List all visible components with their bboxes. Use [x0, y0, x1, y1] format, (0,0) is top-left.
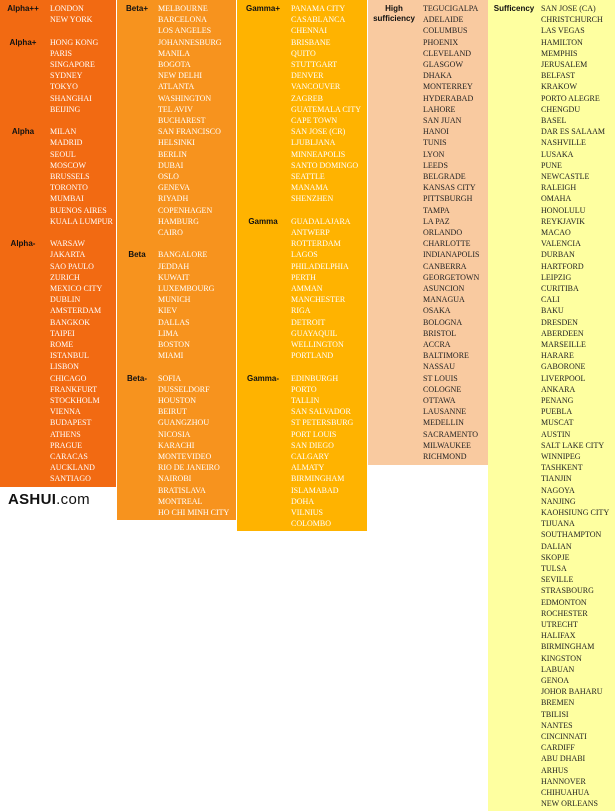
city-name: CHICAGO [50, 373, 87, 383]
city-name: HO CHI MINH CITY [158, 508, 230, 517]
city-name: MUMBAI [50, 194, 84, 204]
city-name: NANTES [541, 720, 573, 730]
city-name: MANILA [158, 48, 190, 58]
city-name: AMSTERDAM [50, 306, 102, 316]
city-name: HELSINKI [158, 138, 195, 148]
city-name: RIO DE JANEIRO [158, 463, 220, 473]
city-name: HALIFAX [541, 631, 576, 641]
city-name: LABUAN [541, 664, 575, 674]
city-name: TULSA [541, 564, 567, 573]
city-name: BEIRUT [158, 407, 187, 417]
city-name: ROME [50, 340, 74, 349]
city-name: COLOGNE [423, 384, 462, 394]
city-name: CLEVELAND [423, 48, 471, 58]
city-name: COPENHAGEN [158, 205, 213, 215]
tier-label: Gamma- [246, 373, 279, 383]
city-name: RIGA [291, 306, 311, 316]
city-name: RALEIGH [541, 183, 577, 193]
city-name: LAUSANNE [423, 407, 467, 417]
city-name: NEW YORK [50, 15, 93, 25]
city-name: NANJING [541, 496, 576, 506]
city-name: KUWAIT [158, 272, 190, 282]
city-name: RICHMOND [423, 452, 467, 461]
city-name: ABERDEEN [541, 328, 584, 338]
column-suff [488, 0, 615, 811]
city-name: CARDIFF [541, 743, 575, 753]
city-name: KARACHI [158, 440, 195, 450]
city-name: ST PETERSBURG [291, 418, 354, 428]
city-name: VALENCIA [541, 239, 581, 249]
city-name: ABU DHABI [541, 754, 586, 764]
city-name: MEDELLIN [423, 418, 464, 428]
city-name: DAR ES SALAAM [541, 127, 606, 137]
column-beta [117, 0, 236, 520]
city-name: BUCHAREST [158, 116, 206, 125]
city-name: TEGUCIGALPA [423, 4, 479, 13]
city-name: JOHANNESBURG [158, 37, 222, 47]
city-name: RIYADH [158, 194, 189, 204]
city-name: LEEDS [423, 160, 448, 170]
city-name: REYKJAVIK [541, 216, 585, 226]
city-name: BRISBANE [291, 37, 331, 47]
city-name: MANAGUA [423, 295, 465, 305]
city-name: BARCELONA [158, 15, 207, 25]
city-name: BIRMINGHAM [291, 474, 345, 484]
city-name: KANSAS CITY [423, 183, 476, 193]
city-name: AUCKLAND [50, 463, 95, 473]
city-name: SACRAMENTO [423, 429, 478, 439]
tier-label: High sufficiency [373, 4, 415, 23]
city-name: HARARE [541, 351, 574, 361]
city-name: MARSEILLE [541, 340, 586, 349]
city-name: DUBAI [158, 160, 184, 170]
city-name: OSLO [158, 172, 179, 181]
city-name: GLASGOW [423, 60, 463, 69]
city-name: BANGKOK [50, 317, 90, 327]
city-name: SAO PAULO [50, 261, 94, 271]
city-name: JEDDAH [158, 261, 190, 271]
city-name: STRASBOURG [541, 586, 594, 596]
city-name: CHENGDU [541, 104, 581, 114]
city-name: SAN FRANCISCO [158, 127, 221, 137]
city-name: MEXICO CITY [50, 284, 103, 293]
city-name: AUSTIN [541, 429, 571, 439]
city-name: STUTTGART [291, 60, 338, 69]
city-name: ANTWERP [291, 228, 330, 237]
city-name: PARIS [50, 48, 72, 58]
city-name: MINNEAPOLIS [291, 149, 346, 159]
city-name: CALI [541, 295, 560, 305]
city-name: BANGALORE [158, 250, 208, 260]
city-name: PENANG [541, 396, 574, 405]
city-name: MADRID [50, 138, 83, 148]
city-name: DUBLIN [50, 295, 81, 305]
city-name: DUSSELDORF [158, 384, 210, 394]
city-name: CHARLOTTE [423, 239, 471, 249]
column-gamma [237, 0, 367, 531]
city-name: CHENNAI [291, 26, 327, 36]
city-name: COLOMBO [291, 519, 332, 529]
city-name: KAOHSIUNG CITY [541, 508, 610, 517]
city-name: PUEBLA [541, 407, 573, 417]
city-name: SAN DIEGO [291, 440, 334, 450]
city-name: BASEL [541, 116, 567, 125]
city-name: VANCOUVER [291, 82, 341, 92]
city-name: BOLOGNA [423, 317, 463, 327]
city-name: LAS VEGAS [541, 26, 585, 36]
city-name: GENEVA [158, 183, 190, 193]
city-name: WASHINGTON [158, 93, 212, 103]
city-name: NICOSIA [158, 429, 191, 439]
city-name: SKOPJE [541, 552, 570, 562]
city-name: BELFAST [541, 71, 576, 81]
city-name: HAMILTON [541, 37, 583, 47]
tier-label: Sufficency [493, 4, 535, 13]
city-name: PORTO [291, 384, 317, 394]
city-name: GUATEMALA CITY [291, 104, 361, 114]
city-name: BIRMINGHAM [541, 642, 595, 652]
city-name: MEMPHIS [541, 48, 578, 58]
city-name: NAGOYA [541, 485, 575, 495]
city-name: EDINBURGH [291, 373, 339, 383]
city-name: GENOA [541, 676, 569, 685]
city-name: BRUSSELS [50, 172, 90, 181]
city-name: VILNIUS [291, 508, 323, 517]
city-name: HYDERABAD [423, 93, 474, 103]
city-name: ASUNCION [423, 284, 465, 293]
ashui-logo: ASHUI.com [8, 491, 90, 508]
city-name: MILAN [50, 127, 77, 137]
city-name: DETROIT [291, 317, 326, 327]
tier-label: Alpha+ [9, 37, 37, 47]
city-name: MONTERREY [423, 82, 473, 92]
city-name: CAPE TOWN [291, 116, 338, 125]
city-name: KINGSTON [541, 653, 582, 663]
city-name: TOKYO [50, 82, 78, 92]
city-name: ADELAIDE [423, 15, 464, 25]
city-name: MUSCAT [541, 418, 574, 428]
city-name: MILWAUKEE [423, 440, 471, 450]
city-name: HONOLULU [541, 205, 586, 215]
city-name: SAN JOSE (CR) [291, 127, 346, 137]
city-name: LJUBLJANA [291, 138, 336, 148]
city-name: MUNICH [158, 295, 191, 305]
city-name: COLUMBUS [423, 26, 468, 36]
city-name: ORLANDO [423, 228, 463, 237]
city-name: LA PAZ [423, 216, 450, 226]
tier-label: Gamma+ [245, 4, 281, 13]
city-name: ARHUS [541, 765, 569, 775]
city-name: LOS ANGELES [158, 26, 212, 36]
city-name: DOHA [291, 496, 315, 506]
city-name: TAMPA [423, 205, 450, 215]
city-name: GUANGZHOU [158, 418, 210, 428]
city-name: BEIJING [50, 104, 81, 114]
city-name: MOSCOW [50, 160, 87, 170]
city-name: SALT LAKE CITY [541, 440, 605, 450]
city-name: GEORGETOWN [423, 272, 480, 282]
city-name: WARSAW [50, 239, 85, 249]
city-name: GUAYAQUIL [291, 328, 338, 338]
city-name: MIAMI [158, 351, 184, 361]
city-name: UTRECHT [541, 620, 578, 629]
city-name: PHILADELPHIA [291, 261, 349, 271]
city-name: HARTFORD [541, 261, 584, 271]
city-name: ROCHESTER [541, 608, 588, 618]
city-name: SAN JUAN [423, 116, 462, 125]
city-name: OSAKA [423, 306, 451, 316]
city-name: TIJUANA [541, 519, 575, 529]
city-name: LIVERPOOL [541, 373, 586, 383]
city-name: DHAKA [423, 71, 452, 81]
city-name: PRAGUE [50, 440, 83, 450]
city-name: NEWCASTLE [541, 172, 590, 181]
city-name: PANAMA CITY [291, 4, 346, 13]
city-name: PERTH [291, 272, 316, 282]
city-name: HAMBURG [158, 216, 199, 226]
city-name: LONDON [50, 4, 84, 13]
column-high [368, 0, 488, 465]
tier-label: Beta- [126, 373, 147, 383]
city-name: DALLAS [158, 317, 190, 327]
city-name: GABORONE [541, 362, 586, 372]
tier-label: Gamma [248, 216, 278, 226]
city-name: LIMA [158, 328, 179, 338]
city-name: GUADALAJARA [291, 216, 351, 226]
city-name: QUITO [291, 48, 316, 58]
city-name: KIEV [158, 306, 178, 316]
city-name: HANNOVER [541, 776, 586, 786]
city-name: EDMONTON [541, 597, 587, 607]
city-name: TALLIN [291, 396, 320, 405]
city-name: BRATISLAVA [158, 485, 206, 495]
city-name: BELGRADE [423, 172, 466, 181]
city-name: BUENOS AIRES [50, 205, 107, 215]
city-name: NEW ORLEANS [541, 799, 598, 809]
city-name: ALMATY [291, 463, 325, 473]
city-name: TIANJIN [541, 474, 572, 484]
city-name: ISTANBUL [50, 351, 89, 361]
city-name: LAGOS [291, 250, 318, 260]
city-name: DURBAN [541, 250, 575, 260]
city-name: CHRISTCHURCH [541, 15, 603, 25]
city-name: TAIPEI [50, 328, 75, 338]
city-name: LYON [423, 149, 445, 159]
city-name: MONTREAL [158, 496, 203, 506]
city-name: MANAMA [291, 183, 329, 193]
city-name: BOSTON [158, 340, 190, 349]
city-name: BREMEN [541, 698, 575, 708]
city-name: LUSAKA [541, 149, 574, 159]
city-name: BAKU [541, 306, 564, 316]
city-name: STOCKHOLM [50, 396, 100, 405]
city-name: MONTEVIDEO [158, 452, 212, 461]
city-name: NEW DELHI [158, 71, 203, 81]
city-name: ZAGREB [291, 93, 323, 103]
tier-label: Beta [128, 250, 146, 260]
tier-label: Beta+ [125, 4, 148, 13]
city-name: MANCHESTER [291, 295, 346, 305]
tier-label: Alpha++ [7, 4, 39, 13]
city-name: BALTIMORE [423, 351, 469, 361]
city-name: SEVILLE [541, 575, 574, 585]
city-name: ATLANTA [158, 82, 195, 92]
city-name: SEOUL [50, 149, 76, 159]
city-name: BERLIN [158, 149, 187, 159]
city-name: WELLINGTON [291, 340, 344, 349]
city-name: MELBOURNE [158, 4, 208, 13]
city-name: NASSAU [423, 362, 456, 372]
city-name: ST LOUIS [423, 373, 458, 383]
city-name: SOFIA [158, 373, 182, 383]
tier-label: Alpha- [10, 239, 36, 249]
city-name: FRANKFURT [50, 384, 98, 394]
city-name: ROTTERDAM [291, 239, 341, 249]
city-name: NASHVILLE [541, 138, 586, 148]
city-name: OTTAWA [423, 396, 456, 405]
city-name: CALGARY [291, 452, 330, 461]
city-name: CARACAS [50, 452, 88, 461]
city-name: DALIAN [541, 541, 572, 551]
city-name: MACAO [541, 228, 571, 237]
city-name: CANBERRA [423, 261, 467, 271]
city-name: ISLAMABAD [291, 485, 339, 495]
city-name: DENVER [291, 71, 324, 81]
city-name: JOHOR BAHARU [541, 687, 603, 697]
city-name: VIENNA [50, 407, 81, 417]
city-name: SANTIAGO [50, 474, 91, 484]
city-name: KUALA LUMPUR [50, 216, 113, 226]
city-name: CINCINNATI [541, 732, 587, 741]
city-name: INDIANAPOLIS [423, 250, 480, 260]
city-name: CASABLANCA [291, 15, 346, 25]
city-name: SEATTLE [291, 172, 325, 181]
city-name: ANKARA [541, 384, 576, 394]
city-name: WINNIPEG [541, 452, 581, 461]
city-name: TORONTO [50, 183, 88, 193]
city-name: BUDAPEST [50, 418, 92, 428]
city-name: CAIRO [158, 228, 183, 237]
city-name: PITTSBURGH [423, 194, 473, 204]
city-name: SOUTHAMPTON [541, 530, 602, 540]
city-name: PORT LOUIS [291, 429, 337, 439]
city-name: ATHENS [50, 429, 81, 439]
city-name: SHENZHEN [291, 194, 334, 204]
city-name: HONG KONG [50, 37, 99, 47]
city-name: TASHKENT [541, 463, 583, 473]
city-name: PORTLAND [291, 351, 334, 361]
city-name: LISBON [50, 362, 79, 372]
city-name: AMMAN [291, 284, 323, 293]
city-name: JAKARTA [50, 250, 86, 260]
city-name: OMAHA [541, 194, 572, 204]
city-name: BRISTOL [423, 328, 457, 338]
city-name: DRESDEN [541, 317, 578, 327]
city-name: JERUSALEM [541, 60, 588, 69]
city-name: PUNE [541, 160, 562, 170]
tier-label: Alpha [11, 127, 35, 137]
city-name: HOUSTON [158, 396, 197, 405]
city-name: ZURICH [50, 272, 80, 282]
city-name: BOGOTA [158, 60, 191, 69]
city-name: CURITIBA [541, 284, 579, 293]
city-name: CHIHUAHUA [541, 788, 590, 797]
city-name: ACCRA [423, 340, 451, 349]
city-name: NAIROBI [158, 474, 192, 484]
city-name: TUNIS [423, 138, 447, 148]
city-name: SAN SALVADOR [291, 407, 351, 417]
city-name: HANOI [423, 127, 449, 137]
city-name: TEL AVIV [158, 104, 193, 114]
city-name: SANTO DOMINGO [291, 160, 359, 170]
city-name: LUXEMBOURG [158, 284, 215, 293]
city-name: SHANGHAI [50, 93, 92, 103]
city-name: SAN JOSE (CA) [541, 4, 596, 13]
city-name: PORTO ALEGRE [541, 93, 600, 103]
city-name: PHOENIX [423, 37, 459, 47]
city-name: SINGAPORE [50, 60, 95, 69]
column-alpha [0, 0, 116, 487]
city-name: KRAKOW [541, 82, 577, 92]
city-name: LAHORE [423, 104, 456, 114]
city-name: TBILISI [541, 709, 569, 719]
city-name: SYDNEY [50, 71, 83, 81]
city-name: LEIPZIG [541, 272, 572, 282]
